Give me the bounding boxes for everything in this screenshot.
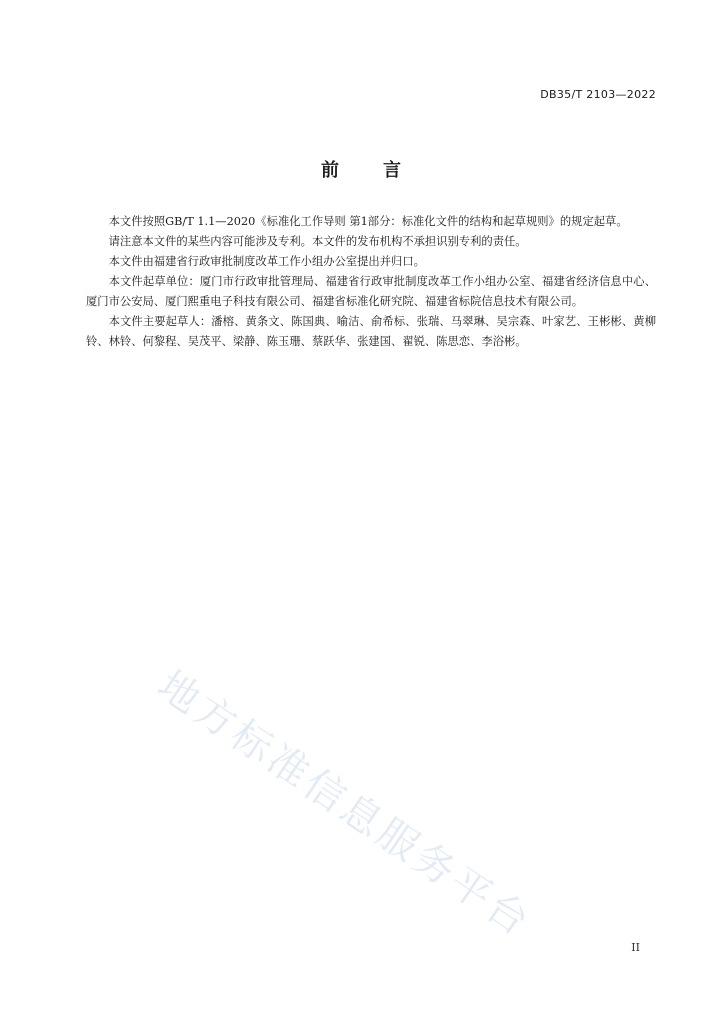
paragraph-proposer: 本文件由福建省行政审批制度改革工作小组办公室提出并归口。 [108,255,425,268]
paragraph-drafters: 本文件主要起草人：潘榕、黄条文、陈国典、喻洁、俞希标、张瑞、马翠琳、吴宗森、叶家艺、王彬彬、黄柳铃、林铃、何黎程、吴茂平、梁静、陈玉珊、蔡跃华、张建国、翟锐、陈思恋、李浴彬。 [86,315,656,348]
page-number: II [631,941,640,954]
title-char-1: 前 [321,160,341,181]
watermark: 地方标准信息服务平台 [149,662,540,947]
paragraph-patent-notice: 请注意本文件的某些内容可能涉及专利。本文件的发布机构不承担识别专利的责任。 [108,235,527,248]
title-char-2: 言 [383,160,403,181]
document-code: DB35/T 2103—2022 [540,88,656,101]
foreword-body [86,212,656,352]
paragraph-drafting-units: 本文件起草单位：厦门市行政审批管理局、福建省行政审批制度改革工作小组办公室、福建省经济信息中心、厦门市公安局、厦门熙重电子科技有限公司、福建省标准化研究院、福建省标院信息技术有限公司。 [86,275,656,308]
paragraph-drafting-rules: 本文件按照GB/T 1.1—2020《标准化工作导则 第1部分：标准化文件的结构和起草规则》的规定起草。 [108,215,628,228]
page-title [0,156,724,182]
